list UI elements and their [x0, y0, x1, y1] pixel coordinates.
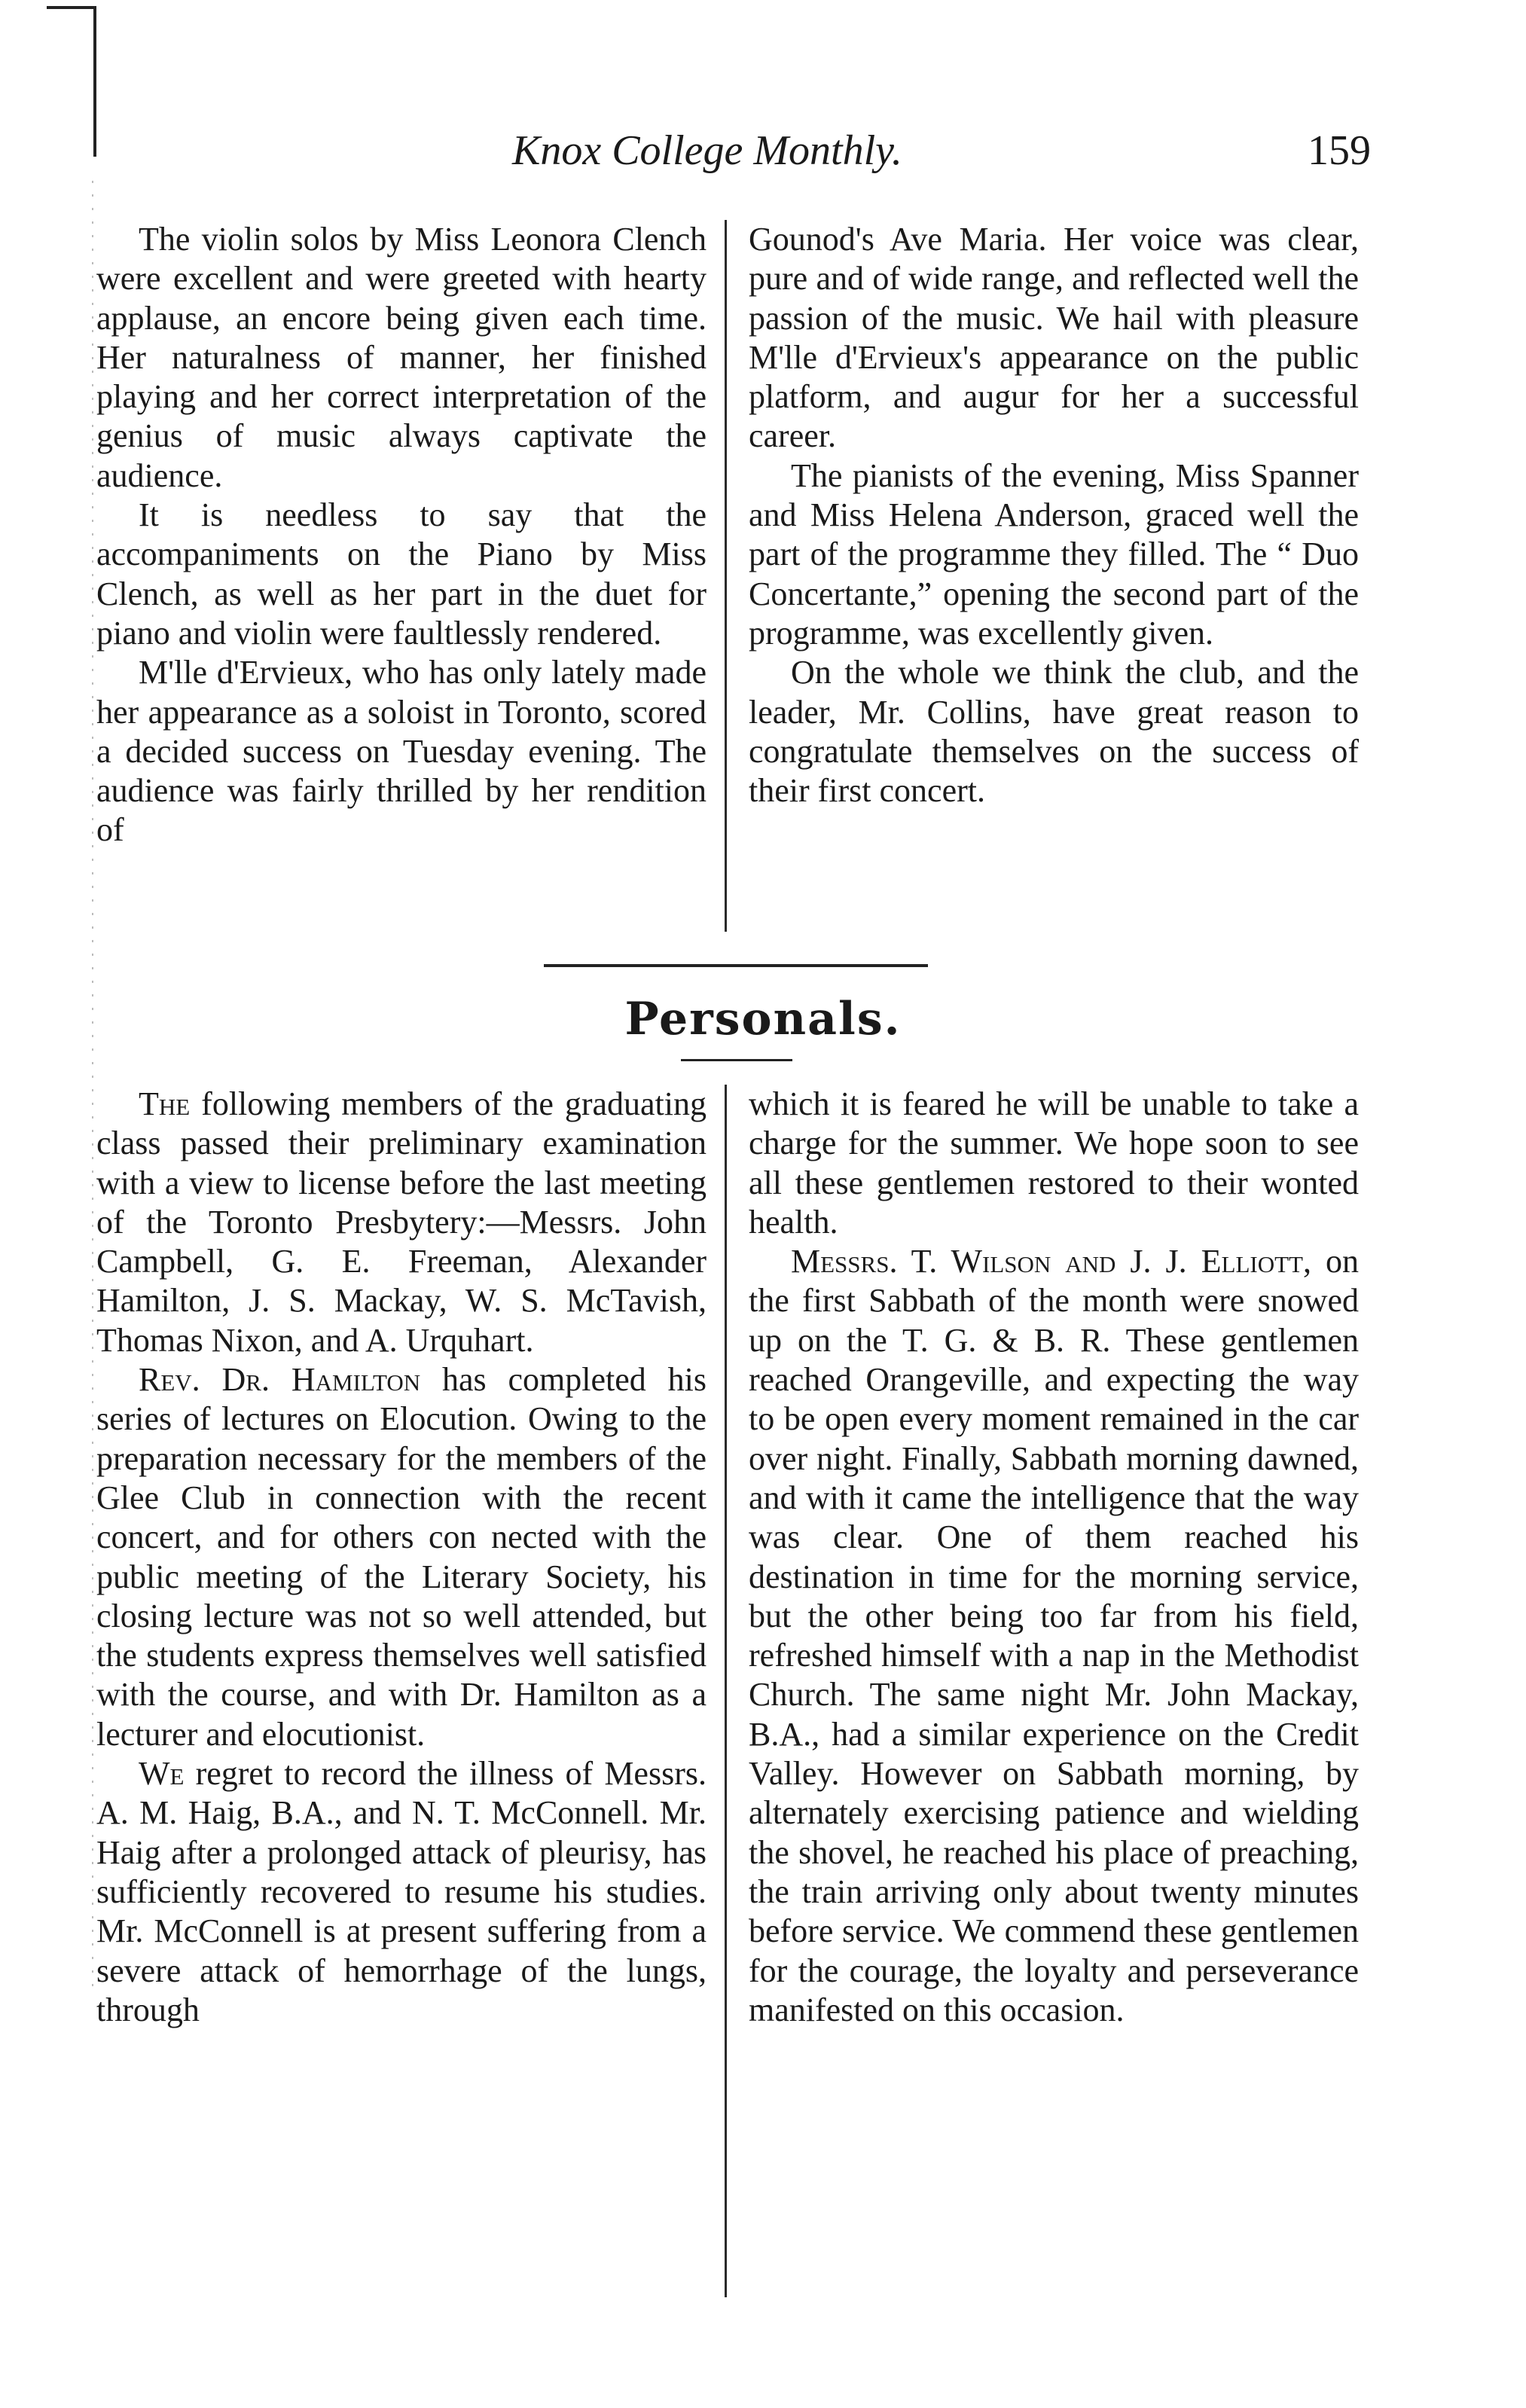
paragraph: M'lle d'Ervieux, who has only lately made her appearance as a soloist in Toronto, scored a decided success on Tuesday evening. The audience was fairly thrilled by her rendition of: [96, 654, 707, 849]
crop-mark-horizontal: [47, 6, 96, 9]
paragraph: The pianists of the evening, Miss Spanner and Miss Helena Anderson, graced well the part of the programme they filled. The “ Duo Concertante,” opening the second part of the programme, was excellently given.: [749, 456, 1359, 652]
paragraph: [749, 1085, 1359, 1242]
paragraph: Gounod's Ave Maria. Her voice was clear, pure and of wide range, and reflected well the passion of the music. We hail with pleasure M'lle d'Ervieux's appearance on the public platform, and augur for her a successful career.: [749, 221, 1359, 455]
paragraph: [749, 1242, 1359, 2030]
page-edge-marks: [92, 181, 93, 1988]
paragraph: The violin solos by Miss Leonora Clench were excellent and were greeted with hearty applause, an encore being given each time. Her naturalness of manner, her finished playing and her correct interpretation of the genius of music always captivate the audience.: [96, 221, 707, 494]
paragraph: It is needless to say that the accompaniments on the Piano by Miss Clench, as well as her part in the duet for piano and violin were faultlessly rendered.: [96, 496, 707, 652]
section-rule-top: [544, 964, 928, 967]
section-title: Personals.: [624, 993, 902, 1045]
paragraph-text: which it is feared he will be unable to take a charge for the summer. We hope soon to see all these gentlemen restored to their wonted health.: [749, 1085, 1359, 1241]
section-rule-bottom: [681, 1059, 792, 1061]
paragraph: On the whole we think the club, and the leader, Mr. Collins, have great reason to congratulate themselves on the success of their first concert.: [749, 654, 1359, 810]
column-divider: [725, 220, 727, 932]
column-divider: [725, 1085, 727, 2297]
personals-left-column: [96, 1085, 707, 2030]
paragraph-text: following members of the graduating class passed their preliminary examination with a view to license before the last meeting of the Toronto Presbytery:—Messrs. John Campbell, G. E. Freeman, Alexander Hamilton, J. S. Mackay, W. S. McTavish, Thomas Nixon, and A. Urquhart.: [96, 1085, 707, 1359]
paragraph-lead: We: [139, 1755, 185, 1793]
paragraph: [96, 1754, 707, 2030]
paragraph-lead: The: [139, 1085, 191, 1122]
paragraph-lead: Rev. Dr. Hamilton: [139, 1361, 421, 1399]
concert-right-column: [749, 220, 1359, 810]
paragraph: [96, 1360, 707, 1754]
paragraph: [96, 1085, 707, 1360]
page-header: [90, 127, 1371, 194]
paragraph-text: regret to record the illness of Messrs. A. M. Haig, B.A., and N. T. McConnell. Mr. Haig after a prolonged attack of pleurisy, has sufficiently recovered to resume his studies. Mr. McConnell is at present suffering from a severe attack of hemorrhage of the lungs, through: [96, 1755, 707, 2028]
personals-right-column: [749, 1085, 1359, 2030]
paragraph-text: , on the first Sabbath of the month were snowed up on the T. G. & B. R. These gentlemen reached Orangeville, and expecting the way to be open every moment remained in the car over night. Finally, Sabbath morning dawned, and with it came the intelligence that the way was clear. One of them reached his destination in time for the morning service, but the other being too far from his field, refreshed himself with a nap in the Methodist Church. The same night Mr. John Mackay, B.A., had a similar experience on the Credit Valley. However on Sabbath morning, by alternately exercising patience and wielding the shovel, he reached his place of preaching, the train arriving only about twenty minutes before service. We commend these gentlemen for the courage, the loyalty and perseverance manifested on this occasion.: [749, 1243, 1359, 2028]
page-number: 159: [1308, 127, 1371, 174]
concert-left-column: [96, 220, 707, 850]
paragraph-text: has completed his series of lectures on Elocution. Owing to the preparation necessary for the members of the Glee Club in connection with the recent concert, and for others con nected with the public meeting of the Literary Society, his closing lecture was not so well attended, but the students express themselves well satisfied with the course, and with Dr. Hamilton as a lecturer and elocutionist.: [96, 1361, 707, 1753]
running-title: Knox College Monthly.: [512, 127, 902, 174]
paragraph-lead: Messrs. T. Wilson and J. J. Elliott: [791, 1243, 1303, 1280]
